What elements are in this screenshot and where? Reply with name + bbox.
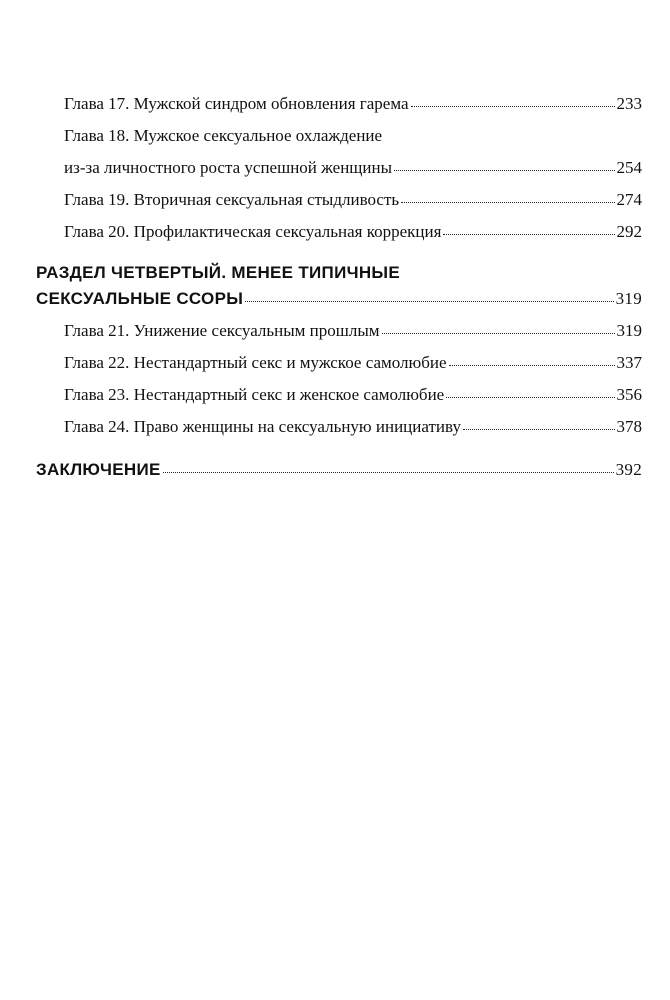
toc-entry-page: 356 — [616, 385, 642, 404]
toc-entry-page: 254 — [616, 158, 642, 177]
toc-entry-page: 392 — [615, 460, 642, 479]
toc-entry-chapter-22 — [64, 352, 642, 374]
toc-entry-page: 319 — [615, 289, 642, 308]
toc-entry-page: 274 — [616, 190, 642, 209]
toc-entry-chapter-17 — [64, 93, 642, 115]
toc-entry-section-4 — [36, 288, 642, 310]
toc-entry-title: Глава 23. Нестандартный секс и женское самолюбие — [64, 385, 445, 404]
toc-entry-title: Глава 18. Мужское сексуальное охлаждение — [64, 126, 383, 145]
toc-entry-chapter-24 — [64, 416, 642, 438]
toc-entry-page: 337 — [616, 353, 642, 372]
dot-leader — [449, 365, 615, 366]
dot-leader — [394, 170, 614, 171]
toc-entry-title: Глава 17. Мужской синдром обновления гарема — [64, 94, 409, 113]
toc-entry-chapter-23 — [64, 384, 642, 406]
toc-entry-chapter-18 — [64, 157, 642, 179]
toc-entry-page: 378 — [616, 417, 642, 436]
toc-entry-page: 233 — [616, 94, 642, 113]
toc-entry-title: Глава 19. Вторичная сексуальная стыдливость — [64, 190, 400, 209]
dot-leader — [163, 472, 614, 473]
toc-section-title: ЗАКЛЮЧЕНИЕ — [36, 460, 161, 479]
toc-entry-chapter-18-line1 — [64, 125, 382, 147]
toc-entry-conclusion — [36, 459, 642, 481]
dot-leader — [443, 234, 614, 235]
toc-section-title-continued: СЕКСУАЛЬНЫЕ ССОРЫ — [36, 289, 244, 308]
toc-entry-title-continued: из-за личностного роста успешной женщины — [64, 158, 393, 177]
dot-leader — [382, 333, 615, 334]
dot-leader — [401, 202, 614, 203]
toc-entry-chapter-20 — [64, 221, 642, 243]
toc-entry-page: 292 — [616, 222, 642, 241]
toc-entry-title: Глава 24. Право женщины на сексуальную инициативу — [64, 417, 461, 436]
dot-leader — [446, 397, 614, 398]
toc-entry-page: 319 — [616, 321, 642, 340]
dot-leader — [411, 106, 615, 107]
toc-entry-chapter-19 — [64, 189, 642, 211]
toc-section-4-heading: РАЗДЕЛ ЧЕТВЕРТЫЙ. МЕНЕЕ ТИПИЧНЫЕ — [36, 263, 400, 282]
toc-entry-title: Глава 21. Унижение сексуальным прошлым — [64, 321, 380, 340]
dot-leader — [245, 301, 613, 302]
toc-entry-chapter-21 — [64, 320, 642, 342]
dot-leader — [463, 429, 615, 430]
toc-entry-title: Глава 20. Профилактическая сексуальная коррекция — [64, 222, 442, 241]
toc-entry-title: Глава 22. Нестандартный секс и мужское самолюбие — [64, 353, 447, 372]
